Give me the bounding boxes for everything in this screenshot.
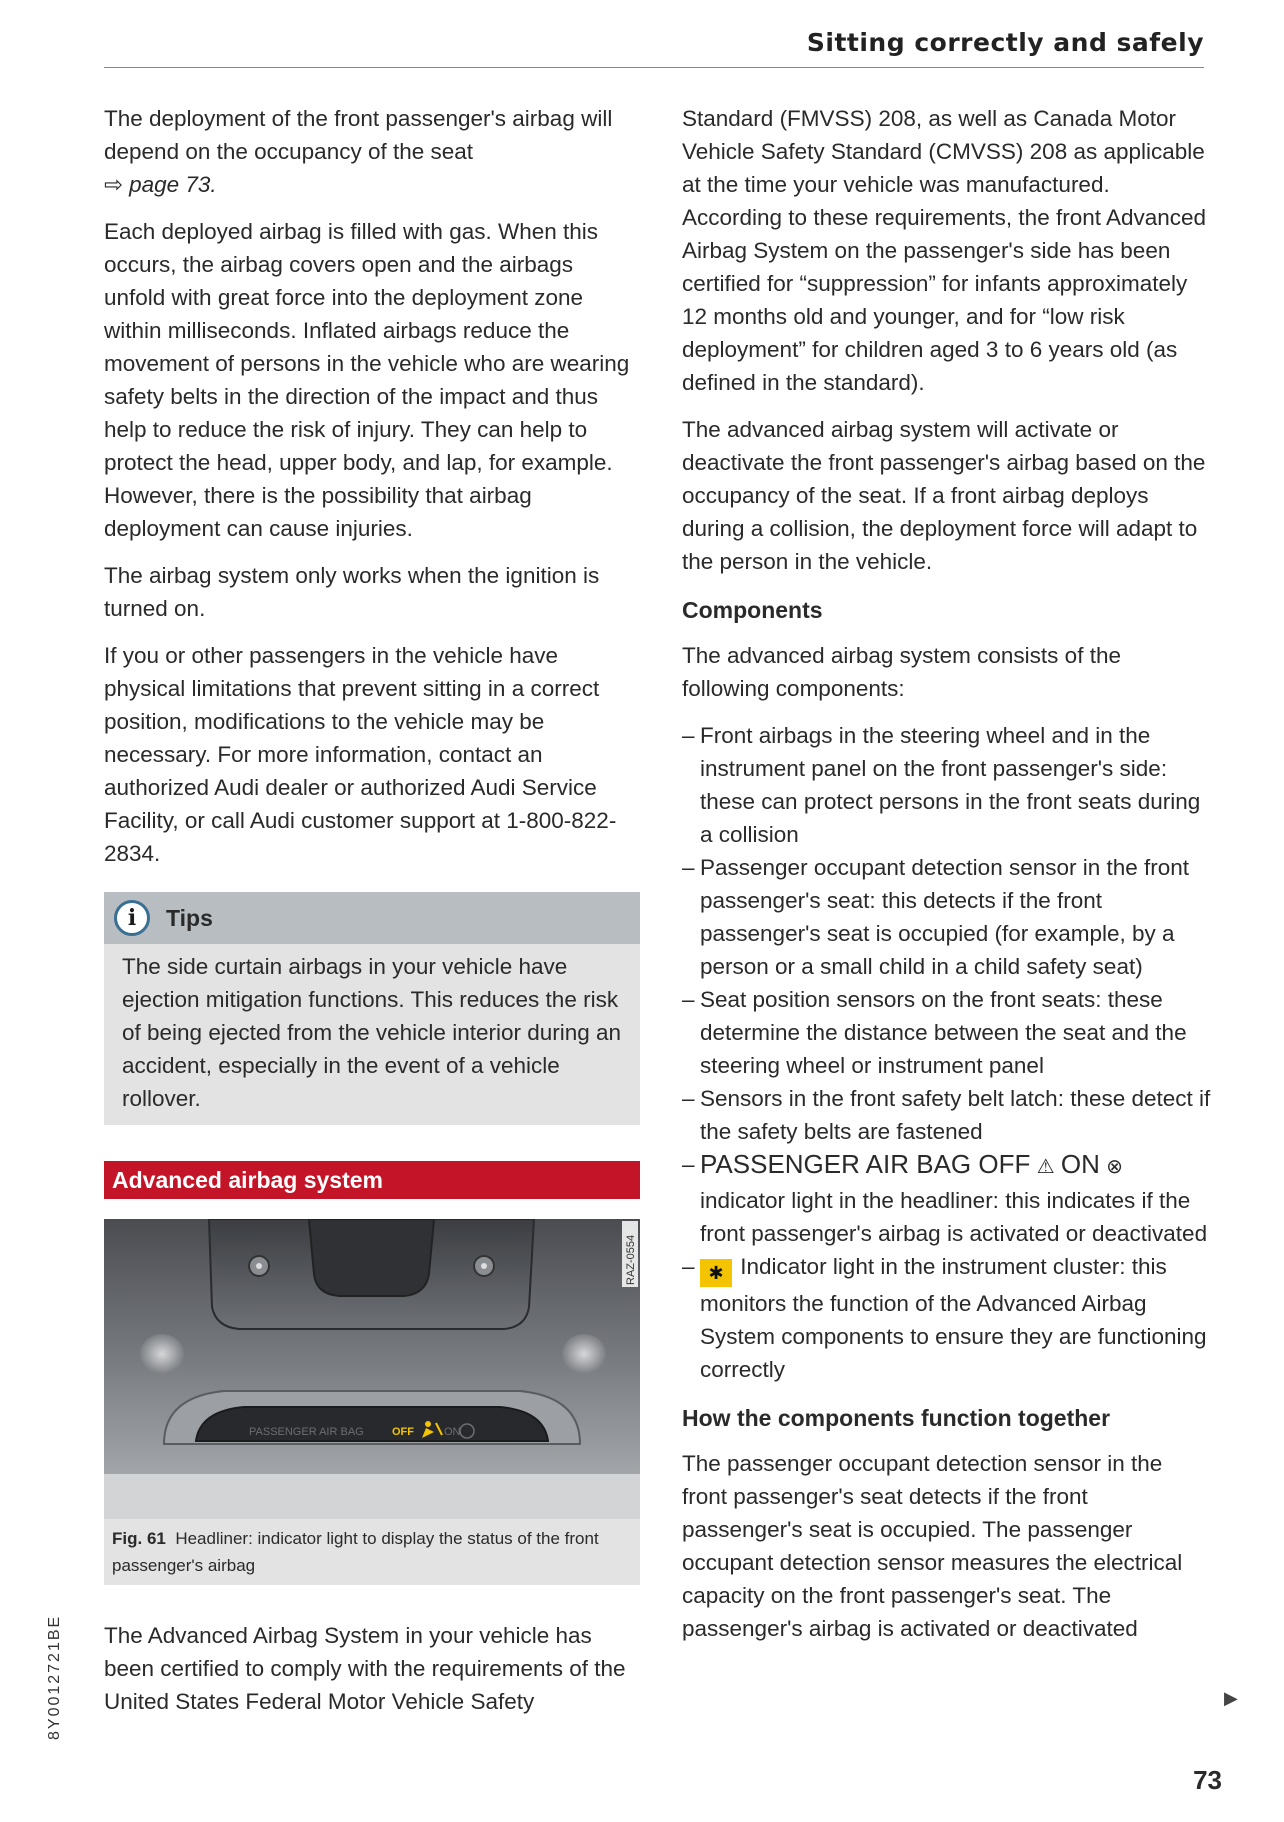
list-item: – Front airbags in the steering wheel and in the instrument panel on the front passenger's side: these can protect persons in the front seats during a collision — [682, 719, 1212, 851]
airbag-off-icon: ⚠ — [1036, 1156, 1055, 1178]
header-rule — [104, 67, 1204, 68]
page-reference-link[interactable]: ⇨ page 73. — [104, 172, 217, 197]
list-item: – Seat position sensors on the front seats: these determine the distance between the seat and the steering wheel or instrument panel — [682, 983, 1212, 1082]
airbag-on-icon: ⊗ — [1106, 1156, 1123, 1178]
right-column — [682, 102, 1212, 1659]
figure-caption-text: Headliner: indicator light to display the status of the front passenger's airbag — [112, 1529, 599, 1575]
page-number: 73 — [1193, 1765, 1222, 1795]
figure-label: Fig. 61 — [112, 1529, 166, 1548]
display-passenger-air-bag: PASSENGER AIR BAG — [249, 1426, 364, 1438]
paragraph: Each deployed airbag is filled with gas. When this occurs, the airbag covers open and the airbags unfold with great force into the deployment zone within milliseconds. Inflated airbags reduce the movement of persons in the vehicle who are wearing safety belts in the direction of the impact and thus help to reduce the risk of injury. They can help to protect the head, upper body, and lap, for example. However, there is the possibility that airbag deployment can cause injuries. — [104, 219, 630, 541]
paragraph: The passenger occupant detection sensor in the front passenger's seat detects if the front passenger's seat is occupied. The passenger occupant detection sensor measures the electrical capacity on the front passenger's seat. The passenger's airbag is activated or deactivated — [682, 1451, 1183, 1641]
paragraph: The deployment of the front passenger's airbag will depend on the occupancy of the seat ⇨ page 73. — [104, 106, 613, 197]
list-item: – Sensors in the front safety belt latch: these detect if the safety belts are fastened — [682, 1082, 1212, 1148]
display-on-label: ON — [444, 1426, 461, 1438]
paragraph: The Advanced Airbag System in your vehicle has been certified to comply with the requirements of the United States Federal Motor Vehicle Safety — [104, 1623, 626, 1714]
paragraph: Standard (FMVSS) 208, as well as Canada Motor Vehicle Safety Standard (CMVSS) 208 as applicable at the time your vehicle was manufactured. According to these requirements, the front Advanced Airbag System on the passenger's side has been certified for “suppression” for infants approximately 12 months old and younger, and for “low risk deployment” for children aged 3 to 6 years old (as defined in the standard). — [682, 106, 1207, 395]
figure-caption — [104, 1519, 640, 1585]
tips-header — [104, 892, 640, 944]
list-item: – Passenger occupant detection sensor in the front passenger's seat: this detects if the front passenger's seat is occupied (for example, by a person or a small child in a child safety seat) — [682, 851, 1212, 983]
info-icon: i — [114, 900, 150, 936]
paragraph: The airbag system only works when the ignition is turned on. — [104, 563, 600, 621]
list-item: – ✱ Indicator light in the instrument cluster: this monitors the function of the Advanced Airbag System components to ensure they are functioning correctly — [682, 1250, 1212, 1386]
left-column — [104, 102, 640, 1732]
display-off-label: OFF — [392, 1426, 414, 1438]
next-page-arrow-icon: ▶ — [1224, 1688, 1238, 1708]
section-heading: Advanced airbag system — [104, 1161, 640, 1199]
subheading-how-components-function: How the components function together — [682, 1405, 1111, 1431]
headliner-illustration — [104, 1219, 640, 1519]
paragraph: If you or other passengers in the vehicle have physical limitations that prevent sitting in a correct position, modifications to the vehicle may be necessary. For more information, contact an authorized Audi dealer or authorized Audi Service Facility, or call Audi customer support at 1-800-822-2834. — [104, 643, 617, 866]
figure-code: RAZ-0554 — [625, 1234, 637, 1285]
components-list — [682, 719, 1212, 1386]
tips-box — [104, 892, 640, 1125]
tips-title: Tips — [166, 904, 213, 931]
document-code: 8Y0012721BE — [46, 1614, 63, 1740]
running-header: Sitting correctly and safely — [806, 28, 1204, 57]
tips-body: The side curtain airbags in your vehicle have ejection mitigation functions. This reduces the risk of being ejected from the vehicle interior during an accident, especially in the event of a vehicle rollover. — [122, 954, 622, 1111]
on-text: ON — [1060, 1149, 1100, 1179]
paragraph: The advanced airbag system consists of the following components: — [682, 643, 1121, 701]
figure-headliner — [104, 1219, 640, 1585]
paragraph: The advanced airbag system will activate or deactivate the front passenger's airbag based on the occupancy of the seat. If a front airbag deploys during a collision, the deployment force will adapt to the person in the vehicle. — [682, 417, 1206, 574]
passenger-air-bag-off-text: PASSENGER AIR BAG OFF — [700, 1149, 1031, 1179]
airbag-warning-icon: ✱ — [700, 1259, 732, 1287]
list-item: – PASSENGER AIR BAG OFF ⚠ ON ⊗ indicator light in the headliner: this indicates if the front passenger's airbag is activated or deactivated — [682, 1148, 1212, 1250]
subheading-components: Components — [682, 597, 823, 623]
